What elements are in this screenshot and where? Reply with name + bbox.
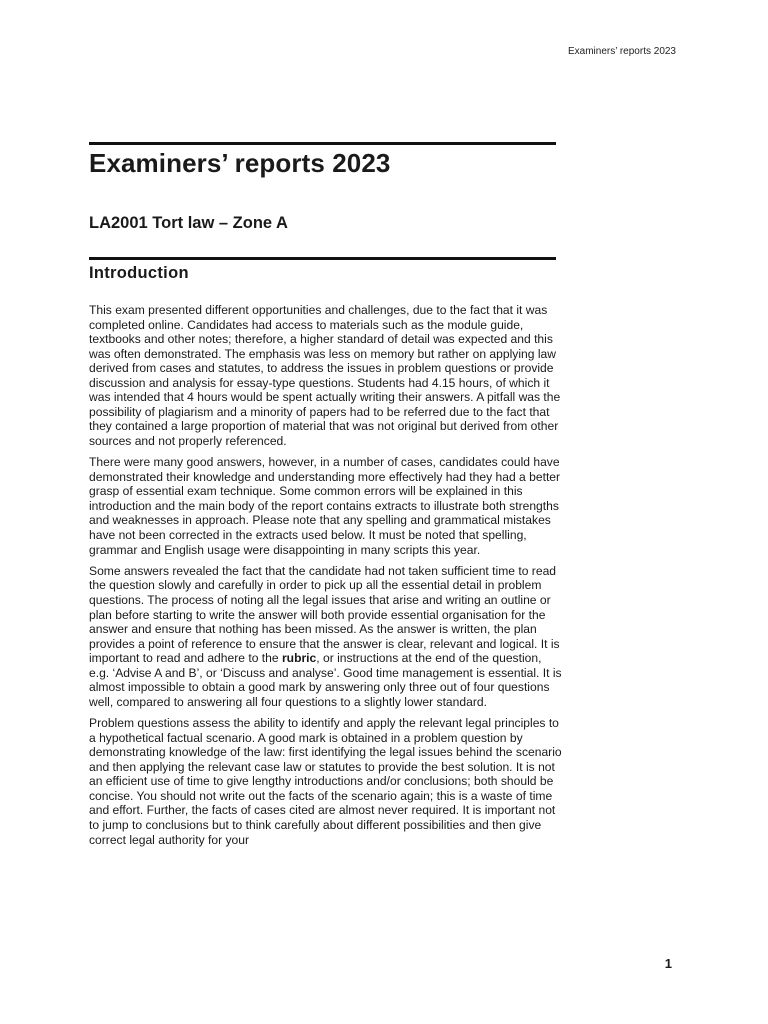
section-top-rule: [89, 257, 556, 260]
rubric-emphasis: rubric: [281, 651, 317, 666]
paragraph-3-text-a: Some answers revealed the fact that the candidate had not taken sufficient time to read the question slowly and carefully in order to pick up all the essential detail in problem questions. The process of noting all the legal issues that arise and writing an outline or plan before starting to write the answer will both provide essential organisation for the answer and ensure that nothing has been missed. As the answer is written, the plan provides a point of reference to ensure that the answer is clear, relevant and logical. It is important to read and adhere to the: [89, 563, 560, 666]
paragraph-4: Problem questions assess the ability to identify and apply the relevant legal principles to a hypothetical factual scenario. A good mark is obtained in a problem question by demonstrating knowledge of the law: first identifying the legal issues behind the scenario and then applying the relevant case law or statutes to provide the best solution. It is not an efficient use of time to give lengthy introductions and/or conclusions; both should be concise. You should not write out the facts of the scenario again; this is a waste of time and effort. Further, the facts of cases cited are almost never required. It is important not to jump to conclusions but to think carefully about different possibilities and then give correct legal authority for your: [89, 716, 562, 847]
paragraph-3: [89, 564, 564, 709]
paragraph-1: This exam presented different opportunities and challenges, due to the fact that it was completed online. Candidates had access to materials such as the module guide, textbooks and other notes; therefore, a higher standard of detail was expected and this was often demonstrated. The emphasis was less on memory but rather on applying law derived from cases and statutes, to address the issues in problem questions or provide discussion and analysis for essay-type questions. Students had 4.15 hours, of which it was intended that 4 hours would be spent actually writing their answers. A pitfall was the possibility of plagiarism and a minority of papers had to be referred due to the fact that they contained a large proportion of material that was not original but derived from other sources and not properly referenced.: [89, 303, 561, 448]
page-title: Examiners’ reports 2023: [89, 148, 391, 178]
module-subtitle: LA2001 Tort law – Zone A: [89, 214, 288, 232]
running-header: Examiners’ reports 2023: [567, 46, 676, 57]
body-text: [89, 303, 564, 854]
title-top-rule: [89, 142, 556, 145]
paragraph-3-text-b: , or instructions at the end of the question, e.g. ‘Advise A and B’, or ‘Discuss and analyse’. Good time management is essential. It is almost impossible to obtain a good mark by answering only three out of four questions well, compared to answering all four questions to a slightly lower standard.: [89, 651, 562, 709]
page-number: 1: [664, 956, 672, 971]
section-heading-introduction: Introduction: [89, 264, 189, 282]
paragraph-2: There were many good answers, however, in a number of cases, candidates could have demonstrated their knowledge and understanding more effectively had they had a better grasp of essential exam technique. Some common errors will be explained in this introduction and the main body of the report contains extracts to illustrate both strengths and weaknesses in approach. Please note that any spelling and grammatical mistakes have not been corrected in the extracts used below. It must be noted that spelling, grammar and English usage were disappointing in many scripts this year.: [89, 455, 561, 557]
